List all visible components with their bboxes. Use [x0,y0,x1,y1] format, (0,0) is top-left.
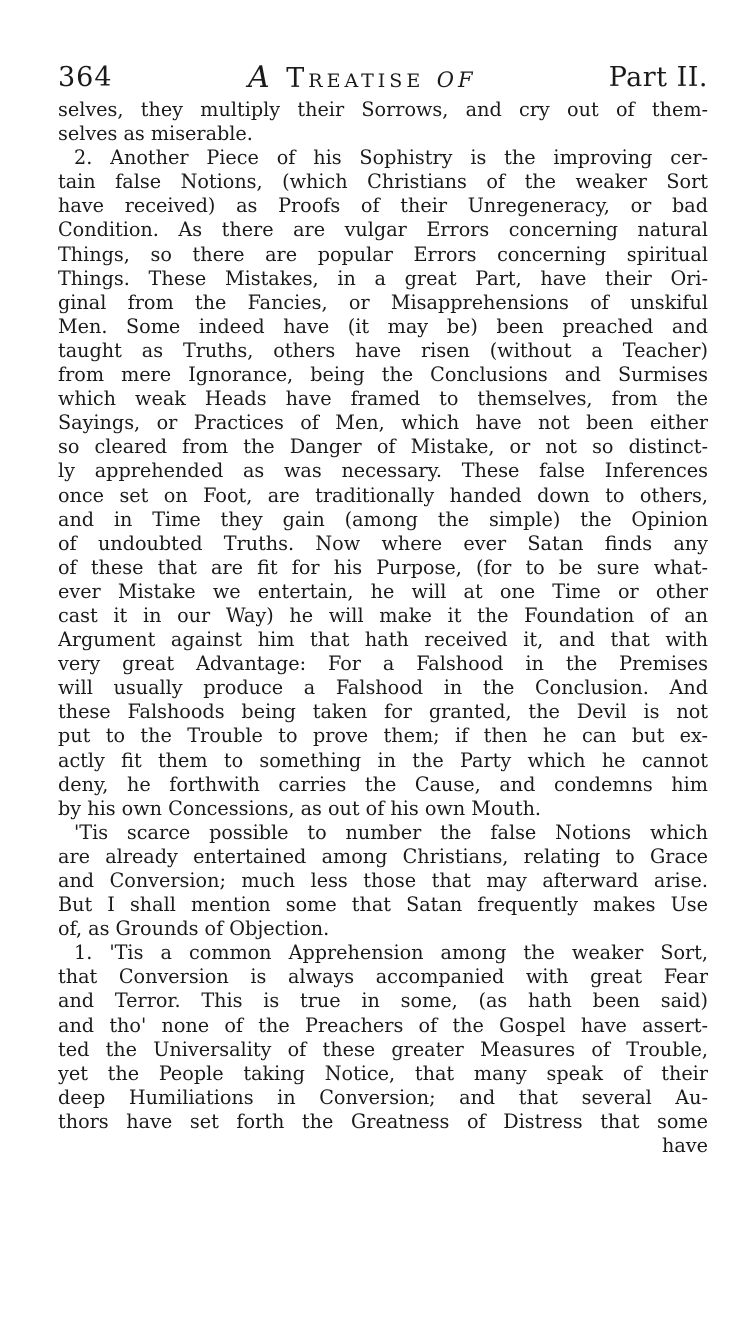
text-line: these Falshoods being taken for granted, the Devil is not [58,700,708,724]
text-line: very great Advantage: For a Falshood in the Premises [58,652,708,676]
body-text [58,98,708,1134]
text-line: will usually produce a Falshood in the Conclusion. And [58,676,708,700]
text-line: which weak Heads have framed to themselves, from the [58,387,708,411]
text-line: Things, so there are popular Errors concerning spiritual [58,242,708,266]
text-line: and in Time they gain (among the simple) the Opinion [58,507,708,531]
running-title-main: Treatise [286,63,425,94]
text-line: once set on Foot, are traditionally handed down to others, [58,483,708,507]
running-title-suffix: of [436,60,477,95]
text-line: cast it in our Way) he will make it the Foundation of an [58,603,708,627]
text-line: ever Mistake we entertain, he will at one Time or other [58,579,708,603]
text-line: selves as miserable. [58,122,253,146]
text-line: deep Humiliations in Conversion; and that several Au- [58,1085,708,1109]
text-line: Things. These Mistakes, in a great Part, have their Ori- [58,266,708,290]
text-line: tain false Notions, (which Christians of the weaker Sort [58,170,708,194]
part-label: Part II. [608,62,708,93]
text-line: 2. Another Piece of his Sophistry is the improving cer- [74,146,708,170]
text-line: that Conversion is always accompanied with great Fear [58,965,708,989]
text-line: ly apprehended as was necessary. These false Inferences [58,459,708,483]
text-line: so cleared from the Danger of Mistake, or not so distinct- [58,435,708,459]
running-title-prefix: A [248,60,274,95]
text-line: are already entertained among Christians, relating to Grace [58,844,708,868]
text-line: put to the Trouble to prove them; if then he can but ex- [58,724,708,748]
text-line: actly fit them to something in the Party which he cannot [58,748,708,772]
text-line: of, as Grounds of Objection. [58,917,330,941]
text-line: and Terror. This is true in some, (as hath been said) [58,989,708,1013]
text-line: Condition. As there are vulgar Errors concerning natural [58,218,708,242]
book-page [58,58,708,1158]
text-line: of undoubted Truths. Now where ever Satan finds any [58,531,708,555]
running-title [248,58,477,99]
text-line: of these that are fit for his Purpose, (for to be sure what- [58,555,708,579]
text-line: deny, he forthwith carries the Cause, and condemns him [58,772,708,796]
text-line: 1. 'Tis a common Apprehension among the weaker Sort, [74,941,708,965]
text-line: have received) as Proofs of their Unregeneracy, or bad [58,194,708,218]
text-line: from mere Ignorance, being the Conclusions and Surmises [58,363,708,387]
text-line: and tho' none of the Preachers of the Gospel have assert- [58,1013,708,1037]
running-head [58,58,708,98]
text-line: But I shall mention some that Satan frequently makes Use [58,893,708,917]
text-line: Sayings, or Practices of Men, which have not been either [58,411,708,435]
text-line: by his own Concessions, as out of his own Mouth. [58,796,542,820]
text-line: yet the People taking Notice, that many speak of their [58,1061,708,1085]
text-line: ted the Universality of these greater Measures of Trouble, [58,1037,708,1061]
text-line: thors have set forth the Greatness of Distress that some [58,1109,708,1133]
text-line: taught as Truths, others have risen (without a Teacher) [58,338,708,362]
page-number: 364 [58,62,113,93]
catchword: have [662,1134,708,1158]
text-line: Argument against him that hath received it, and that with [58,628,708,652]
text-line: and Conversion; much less those that may afterward arise. [58,869,708,892]
text-line: selves, they multiply their Sorrows, and cry out of them- [58,98,708,121]
text-line: ginal from the Fancies, or Misapprehensions of unskiful [58,290,708,314]
text-line: 'Tis scarce possible to number the false Notions which [74,820,708,844]
text-line: Men. Some indeed have (it may be) been preached and [58,314,708,338]
